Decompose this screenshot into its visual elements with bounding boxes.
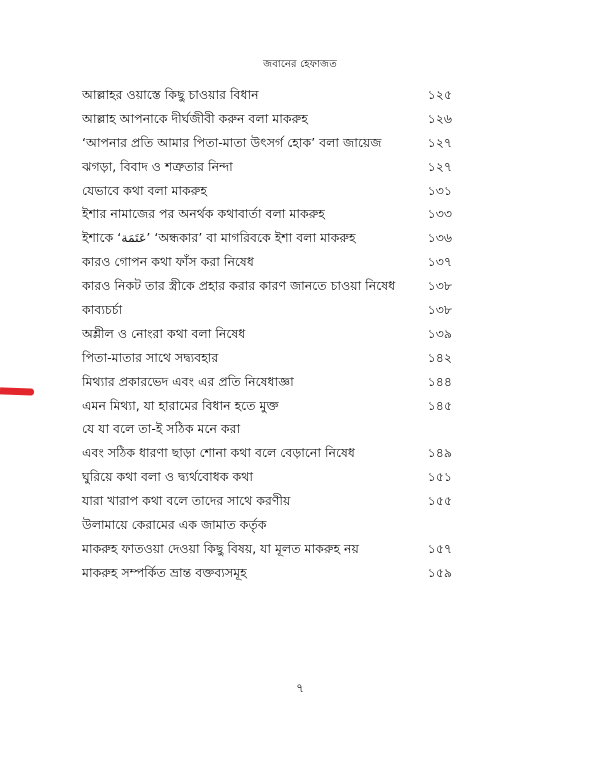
toc-entry	[82, 394, 452, 418]
toc-entry-page: ১২৫	[427, 87, 452, 102]
table-of-contents	[82, 83, 452, 585]
toc-entry	[82, 298, 452, 322]
toc-entry	[82, 274, 452, 298]
toc-entry	[82, 417, 452, 441]
toc-entry-title: ঘুরিয়ে কথা বলা ও দ্ব্যর্থবোধক কথা	[82, 469, 253, 485]
toc-entry-title: যারা খারাপ কথা বলে তাদের সাথে করণীয়	[82, 493, 291, 509]
toc-entry-title: আল্লাহর ওয়াস্তে কিছু চাওয়ার বিধান	[82, 87, 259, 102]
toc-entry-page: ১৫৯	[427, 564, 452, 580]
toc-entry	[82, 83, 452, 107]
toc-entry-page: ১৩১	[427, 182, 452, 198]
toc-entry-page: ১২৬	[427, 110, 452, 126]
toc-entry	[82, 155, 452, 179]
toc-entry	[82, 465, 452, 489]
page-number: ৭	[296, 681, 304, 695]
toc-entry	[82, 346, 452, 370]
toc-entry	[82, 513, 452, 537]
toc-entry-page: ১৫৫	[427, 493, 452, 509]
toc-entry-page: ১৪৯	[427, 445, 452, 461]
toc-entry	[82, 107, 452, 131]
toc-entry-page: ১৩৬	[427, 230, 452, 246]
toc-entry-page: ১৩৮	[427, 302, 452, 318]
toc-entry-page: ১৩৭	[427, 254, 452, 270]
toc-entry	[82, 441, 452, 465]
toc-entry-page: ১২৭	[427, 134, 452, 150]
toc-entry	[82, 561, 452, 585]
toc-entry-title: পিতা-মাতার সাথে সদ্ব্যবহার	[82, 349, 219, 365]
toc-entry	[82, 179, 452, 203]
red-margin-mark	[0, 387, 34, 395]
toc-entry-page: ১৫৭	[427, 540, 452, 556]
toc-entry	[82, 202, 452, 226]
toc-entry-page: ১৪৪	[427, 373, 452, 389]
toc-entry-title: উলামায়ে কেরামের এক জামাত কর্তৃক	[82, 517, 267, 533]
toc-entry-page: ১৪২	[427, 349, 452, 365]
toc-entry-title: যেভাবে কথা বলা মাকরুহ	[82, 182, 207, 198]
toc-entry-page: ১৩৩	[427, 206, 452, 222]
toc-entry-title: মাকরুহ সম্পর্কিত ভ্রান্ত বক্তব্যসমূহ	[82, 564, 247, 580]
toc-entry	[82, 131, 452, 155]
toc-entry	[82, 250, 452, 274]
toc-entry	[82, 370, 452, 394]
toc-entry-title: কারও নিকট তার স্ত্রীকে প্রহার করার কারণ জানতে চাওয়া নিষেধ	[82, 278, 396, 294]
toc-entry-page: ১৪৫	[427, 397, 452, 413]
toc-entry-title: অশ্লীল ও নোংরা কথা বলা নিষেধ	[82, 325, 246, 341]
toc-entry-title: ইশার নামাজের পর অনর্থক কথাবার্তা বলা মাকরুহ	[82, 206, 325, 222]
toc-entry-title: এমন মিথ্যা, যা হারামের বিধান হতে মুক্ত	[82, 397, 279, 413]
toc-entry	[82, 537, 452, 561]
toc-entry-title: মাকরুহ ফাতওয়া দেওয়া কিছু বিষয়, যা মূলত মাকরুহ নয়	[82, 540, 359, 556]
toc-entry-title: যে যা বলে তা-ই সঠিক মনে করা	[82, 421, 241, 437]
toc-entry-title: আল্লাহ আপনাকে দীর্ঘজীবী করুন বলা মাকরুহ	[82, 110, 308, 126]
running-head: জবানের হেফাজত	[263, 59, 337, 70]
toc-entry-title: এবং সঠিক ধারণা ছাড়া শোনা কথা বলে বেড়ানো নিষেধ	[82, 445, 355, 461]
toc-entry-title: কাব্যচর্চা	[82, 302, 123, 318]
toc-entry-title: মিথ্যার প্রকারভেদ এবং এর প্রতি নিষেধাজ্ঞা	[82, 373, 294, 389]
toc-entry-page: ১২৭	[427, 158, 452, 174]
toc-entry	[82, 226, 452, 250]
toc-entry-title: ‘আপনার প্রতি আমার পিতা-মাতা উৎসর্গ হোক’ বলা জায়েজ	[82, 134, 382, 150]
toc-entry-title: ঝগড়া, বিবাদ ও শত্রুতার নিন্দা	[82, 158, 233, 174]
toc-entry-page: ১৩৮	[427, 278, 452, 294]
toc-entry-page: ১৫১	[427, 469, 452, 485]
toc-entry	[82, 489, 452, 513]
toc-entry-page: ১৩৯	[427, 325, 452, 341]
toc-entry-title: ইশাকে ‘عَتَمَة’ ‘অন্ধকার’ বা মাগরিবকে ইশা বলা মাকরুহ	[82, 230, 356, 246]
toc-entry-title: কারও গোপন কথা ফাঁস করা নিষেধ	[82, 254, 254, 270]
toc-entry	[82, 322, 452, 346]
